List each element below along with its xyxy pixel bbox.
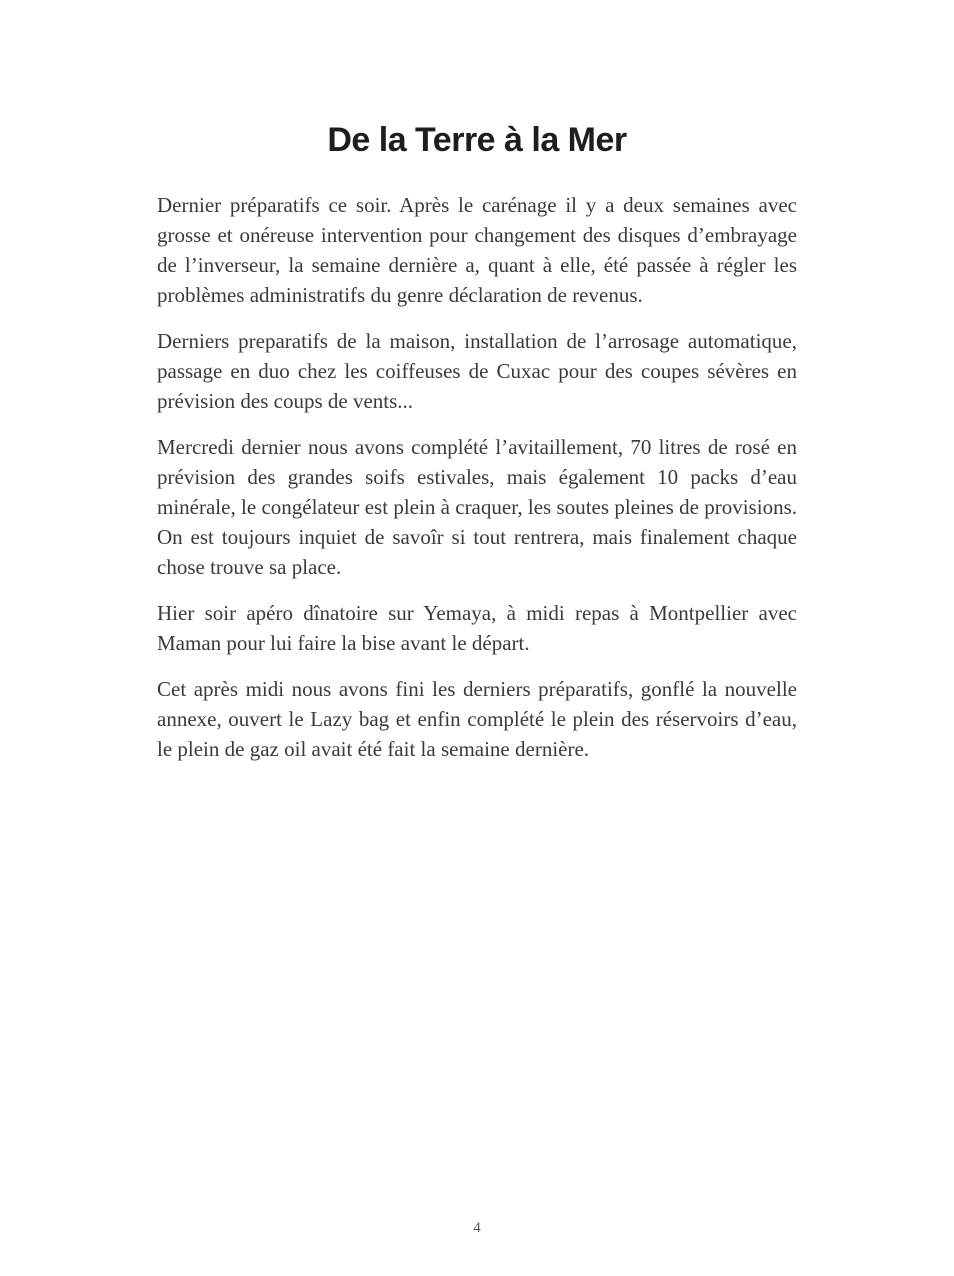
paragraph: Dernier préparatifs ce soir. Après le carénage il y a deux semaines avec grosse et onéreuse intervention pour changement des disques d’embrayage de l’inverseur, la semaine dernière a, quant à elle, été passée à régler les problèmes administratifs du genre déclaration de revenus. [157, 193, 797, 307]
paragraph: Cet après midi nous avons fini les derniers préparatifs, gonflé la nouvelle annexe, ouvert le Lazy bag et enfin complété le plein des réservoirs d’eau, le plein de gaz oil avait été fait la semaine dernière. [157, 677, 797, 761]
page-title: De la Terre à la Mer [327, 121, 627, 159]
paragraph: Mercredi dernier nous avons complété l’avitaillement, 70 litres de rosé en prévision des grandes soifs estivales, mais également 10 packs d’eau minérale, le congélateur est plein à craquer, les soutes pleines de provisions. On est toujours inquiet de savoîr si tout rentrera, mais finalement chaque chose trouve sa place. [157, 435, 797, 579]
page-number: 4 [473, 1220, 481, 1236]
text-body [157, 190, 797, 764]
paragraph: Derniers preparatifs de la maison, installation de l’arrosage automatique, passage en duo chez les coiffeuses de Cuxac pour des coupes sévères en prévision des coups de vents... [157, 329, 797, 413]
paragraph: Hier soir apéro dînatoire sur Yemaya, à midi repas à Montpellier avec Maman pour lui faire la bise avant le départ. [157, 601, 797, 655]
